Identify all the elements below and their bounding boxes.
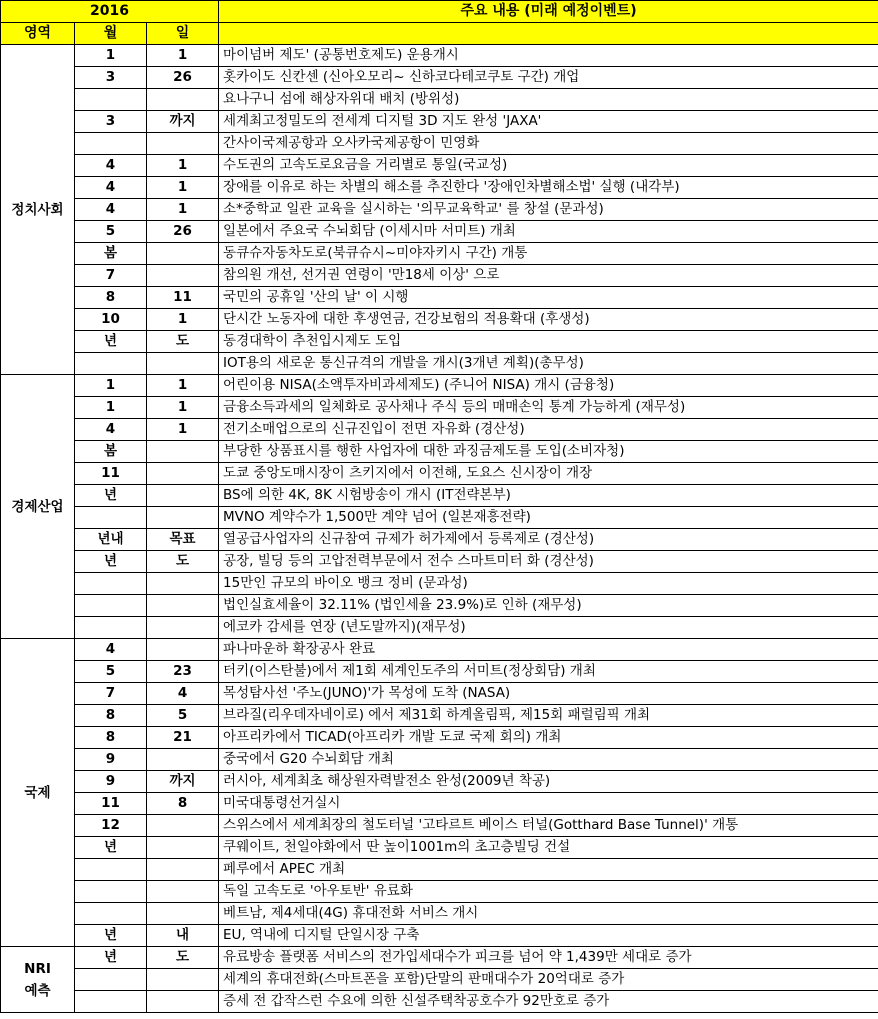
day-cell: [147, 815, 219, 837]
event-description: 공장, 빌딩 등의 고압전력부문에서 전수 스마트미터 화 (경산성): [219, 551, 878, 573]
table-row: [1, 133, 878, 155]
day-cell: [147, 133, 219, 155]
event-description: 참의원 개선, 선거권 연령이 '만18세 이상' 으로: [219, 265, 878, 287]
event-description: MVNO 계약수가 1,500만 계약 넘어 (일본재흥전략): [219, 507, 878, 529]
event-description: 어린이용 NISA(소액투자비과세제도) (주니어 NISA) 개시 (금융청): [219, 375, 878, 397]
day-cell: [147, 969, 219, 991]
day-cell: [147, 573, 219, 595]
day-cell: 1: [147, 199, 219, 221]
table-row: [1, 991, 878, 1013]
event-description: 요나구니 섬에 해상자위대 배치 (방위성): [219, 89, 878, 111]
event-description: 미국대통령선거실시: [219, 793, 878, 815]
event-description: 페루에서 APEC 개최: [219, 859, 878, 881]
table-row: [1, 925, 878, 947]
table-row: [1, 749, 878, 771]
year-header: 2016: [1, 1, 219, 23]
month-cell: [75, 89, 147, 111]
month-cell: [75, 859, 147, 881]
day-cell: [147, 859, 219, 881]
event-description: 브라질(리우데자네이로) 에서 제31회 하계올림픽, 제15회 패럴림픽 개최: [219, 705, 878, 727]
day-cell: 도: [147, 331, 219, 353]
event-description: 터키(이스탄불)에서 제1회 세계인도주의 서미트(정상회담) 개최: [219, 661, 878, 683]
area-cell: NRI 예측: [1, 947, 75, 1013]
day-cell: 도: [147, 551, 219, 573]
month-header: 월: [75, 23, 147, 45]
day-cell: 1: [147, 397, 219, 419]
month-cell: 년: [75, 947, 147, 969]
month-cell: 봄: [75, 243, 147, 265]
area-cell: 국제: [1, 639, 75, 947]
table-row: [1, 639, 878, 661]
month-cell: 년: [75, 331, 147, 353]
day-cell: [147, 89, 219, 111]
month-cell: [75, 969, 147, 991]
event-description: 유료방송 플랫폼 서비스의 전가입세대수가 피크를 넘어 약 1,439만 세대로 증가: [219, 947, 878, 969]
day-cell: [147, 991, 219, 1013]
day-cell: [147, 265, 219, 287]
month-cell: 5: [75, 221, 147, 243]
table-row: [1, 683, 878, 705]
day-cell: 1: [147, 45, 219, 67]
day-cell: [147, 837, 219, 859]
table-row: [1, 397, 878, 419]
event-description: 세계의 휴대전화(스마트폰을 포함)단말의 판매대수가 20억대로 증가: [219, 969, 878, 991]
table-row: [1, 441, 878, 463]
event-description: 열공급사업자의 신규참여 규제가 허가제에서 등록제로 (경산성): [219, 529, 878, 551]
event-description: 동큐슈자동차도로(북큐슈시~미야자키시 구간) 개통: [219, 243, 878, 265]
month-cell: 4: [75, 177, 147, 199]
day-cell: [147, 243, 219, 265]
event-description: BS에 의한 4K, 8K 시험방송이 개시 (IT전략본부): [219, 485, 878, 507]
area-header: 영역: [1, 23, 75, 45]
month-cell: 4: [75, 199, 147, 221]
table-row: [1, 903, 878, 925]
event-description: 도쿄 중앙도매시장이 츠키지에서 이전해, 도요스 신시장이 개장: [219, 463, 878, 485]
month-cell: 봄: [75, 441, 147, 463]
month-cell: 4: [75, 419, 147, 441]
table-row: [1, 705, 878, 727]
table-row: [1, 221, 878, 243]
event-description: 간사이국제공항과 오사카국제공항이 민영화: [219, 133, 878, 155]
day-cell: 26: [147, 67, 219, 89]
day-cell: 까지: [147, 771, 219, 793]
event-description: EU, 역내에 디지털 단일시장 구축: [219, 925, 878, 947]
table-row: [1, 529, 878, 551]
month-cell: 1: [75, 45, 147, 67]
table-row: [1, 661, 878, 683]
month-cell: [75, 507, 147, 529]
event-description: 전기소매업으로의 신규진입이 전면 자유화 (경산성): [219, 419, 878, 441]
month-cell: 7: [75, 683, 147, 705]
day-cell: 1: [147, 309, 219, 331]
month-cell: 9: [75, 771, 147, 793]
event-description: 목성탐사선 '주노(JUNO)'가 목성에 도착 (NASA): [219, 683, 878, 705]
day-header: 일: [147, 23, 219, 45]
event-description: 단시간 노동자에 대한 후생연금, 건강보험의 적용확대 (후생성): [219, 309, 878, 331]
event-description: 쿠웨이트, 천일야화에서 딴 높이1001m의 초고층빌딩 건설: [219, 837, 878, 859]
table-row: [1, 331, 878, 353]
table-row: [1, 771, 878, 793]
day-cell: 11: [147, 287, 219, 309]
event-description: 장애를 이유로 하는 차별의 해소를 추진한다 '장애인차별해소법' 실행 (내각부): [219, 177, 878, 199]
day-cell: [147, 463, 219, 485]
header-blank: [219, 23, 878, 45]
day-cell: [147, 639, 219, 661]
table-row: [1, 793, 878, 815]
month-cell: 4: [75, 155, 147, 177]
day-cell: [147, 507, 219, 529]
day-cell: [147, 353, 219, 375]
table-row: [1, 617, 878, 639]
month-cell: 년: [75, 551, 147, 573]
table-row: [1, 837, 878, 859]
month-cell: 7: [75, 265, 147, 287]
month-cell: [75, 881, 147, 903]
table-row: [1, 727, 878, 749]
event-description: 독일 고속도로 '아우토반' 유료화: [219, 881, 878, 903]
month-cell: [75, 133, 147, 155]
table-row: [1, 177, 878, 199]
table-row: [1, 419, 878, 441]
title-header: 주요 내용 (미래 예정이벤트): [219, 1, 878, 23]
day-cell: [147, 441, 219, 463]
table-row: [1, 155, 878, 177]
month-cell: 4: [75, 639, 147, 661]
month-cell: 10: [75, 309, 147, 331]
area-cell: 정치사회: [1, 45, 75, 375]
table-row: [1, 881, 878, 903]
table-row: [1, 375, 878, 397]
month-cell: 1: [75, 397, 147, 419]
event-description: 금융소득과세의 일체화로 공사채나 주식 등의 매매손익 통계 가능하게 (재무성): [219, 397, 878, 419]
event-description: 세계최고정밀도의 전세계 디지털 3D 지도 완성 'JAXA': [219, 111, 878, 133]
day-cell: 8: [147, 793, 219, 815]
month-cell: 년: [75, 485, 147, 507]
event-description: 중국에서 G20 수뇌회담 개최: [219, 749, 878, 771]
day-cell: 23: [147, 661, 219, 683]
month-cell: 1: [75, 375, 147, 397]
day-cell: 5: [147, 705, 219, 727]
event-description: 법인실효세율이 32.11% (법인세율 23.9%)로 인하 (재무성): [219, 595, 878, 617]
month-cell: [75, 617, 147, 639]
event-description: 일본에서 주요국 수뇌회담 (이세시마 서미트) 개최: [219, 221, 878, 243]
table-row: [1, 815, 878, 837]
day-cell: 내: [147, 925, 219, 947]
day-cell: 까지: [147, 111, 219, 133]
month-cell: 11: [75, 463, 147, 485]
day-cell: 26: [147, 221, 219, 243]
table-row: [1, 199, 878, 221]
table-row: [1, 287, 878, 309]
month-cell: [75, 991, 147, 1013]
header-row-2: [1, 23, 878, 45]
table-row: [1, 353, 878, 375]
table-row: [1, 595, 878, 617]
month-cell: 년: [75, 925, 147, 947]
table-row: [1, 243, 878, 265]
table-row: [1, 551, 878, 573]
day-cell: 도: [147, 947, 219, 969]
event-description: 아프리카에서 TICAD(아프리카 개발 도쿄 국제 회의) 개최: [219, 727, 878, 749]
day-cell: [147, 617, 219, 639]
area-cell: 경제산업: [1, 375, 75, 639]
day-cell: 21: [147, 727, 219, 749]
day-cell: 1: [147, 419, 219, 441]
table-row: [1, 45, 878, 67]
table-row: [1, 507, 878, 529]
event-description: 스위스에서 세계최장의 철도터널 '고타르트 베이스 터널(Gotthard Base Tunnel)' 개통: [219, 815, 878, 837]
table-row: [1, 309, 878, 331]
day-cell: 1: [147, 155, 219, 177]
month-cell: 8: [75, 727, 147, 749]
event-description: 증세 전 갑작스런 수요에 의한 신설주택착공호수가 92만호로 증가: [219, 991, 878, 1013]
table-row: [1, 111, 878, 133]
month-cell: 12: [75, 815, 147, 837]
month-cell: 11: [75, 793, 147, 815]
table-row: [1, 947, 878, 969]
event-description: 국민의 공휴일 '산의 날' 이 시행: [219, 287, 878, 309]
month-cell: [75, 595, 147, 617]
event-description: 수도권의 고속도로요금을 거리별로 통일(국교성): [219, 155, 878, 177]
event-description: 동경대학이 추천입시제도 도입: [219, 331, 878, 353]
table-row: [1, 463, 878, 485]
month-cell: 년: [75, 837, 147, 859]
table-row: [1, 573, 878, 595]
event-description: 홋카이도 신칸센 (신아오모리~ 신하코다테코쿠토 구간) 개업: [219, 67, 878, 89]
day-cell: [147, 903, 219, 925]
event-description: 소*중학교 일관 교육을 실시하는 '의무교육학교' 를 창설 (문과성): [219, 199, 878, 221]
event-description: 마이넘버 제도' (공통번호제도) 운용개시: [219, 45, 878, 67]
month-cell: 9: [75, 749, 147, 771]
day-cell: [147, 881, 219, 903]
day-cell: [147, 595, 219, 617]
month-cell: 5: [75, 661, 147, 683]
table-row: [1, 859, 878, 881]
month-cell: 3: [75, 67, 147, 89]
event-description: 베트남, 제4세대(4G) 휴대전화 서비스 개시: [219, 903, 878, 925]
month-cell: 3: [75, 111, 147, 133]
header-row-1: [1, 1, 878, 23]
month-cell: [75, 353, 147, 375]
month-cell: [75, 903, 147, 925]
day-cell: 목표: [147, 529, 219, 551]
table-row: [1, 485, 878, 507]
month-cell: 년내: [75, 529, 147, 551]
event-description: 15만인 규모의 바이오 뱅크 정비 (문과성): [219, 573, 878, 595]
table-row: [1, 89, 878, 111]
table-row: [1, 969, 878, 991]
month-cell: [75, 573, 147, 595]
day-cell: 1: [147, 375, 219, 397]
day-cell: [147, 485, 219, 507]
event-description: 러시아, 세계최초 해상원자력발전소 완성(2009년 착공): [219, 771, 878, 793]
event-description: IOT용의 새로운 통신규격의 개발을 개시(3개년 계획)(총무성): [219, 353, 878, 375]
day-cell: 4: [147, 683, 219, 705]
table-row: [1, 265, 878, 287]
month-cell: 8: [75, 705, 147, 727]
event-description: 파나마운하 확장공사 완료: [219, 639, 878, 661]
table-row: [1, 67, 878, 89]
month-cell: 8: [75, 287, 147, 309]
day-cell: 1: [147, 177, 219, 199]
event-description: 에코카 감세를 연장 (년도말까지)(재무성): [219, 617, 878, 639]
event-description: 부당한 상품표시를 행한 사업자에 대한 과징금제도를 도입(소비자청): [219, 441, 878, 463]
day-cell: [147, 749, 219, 771]
